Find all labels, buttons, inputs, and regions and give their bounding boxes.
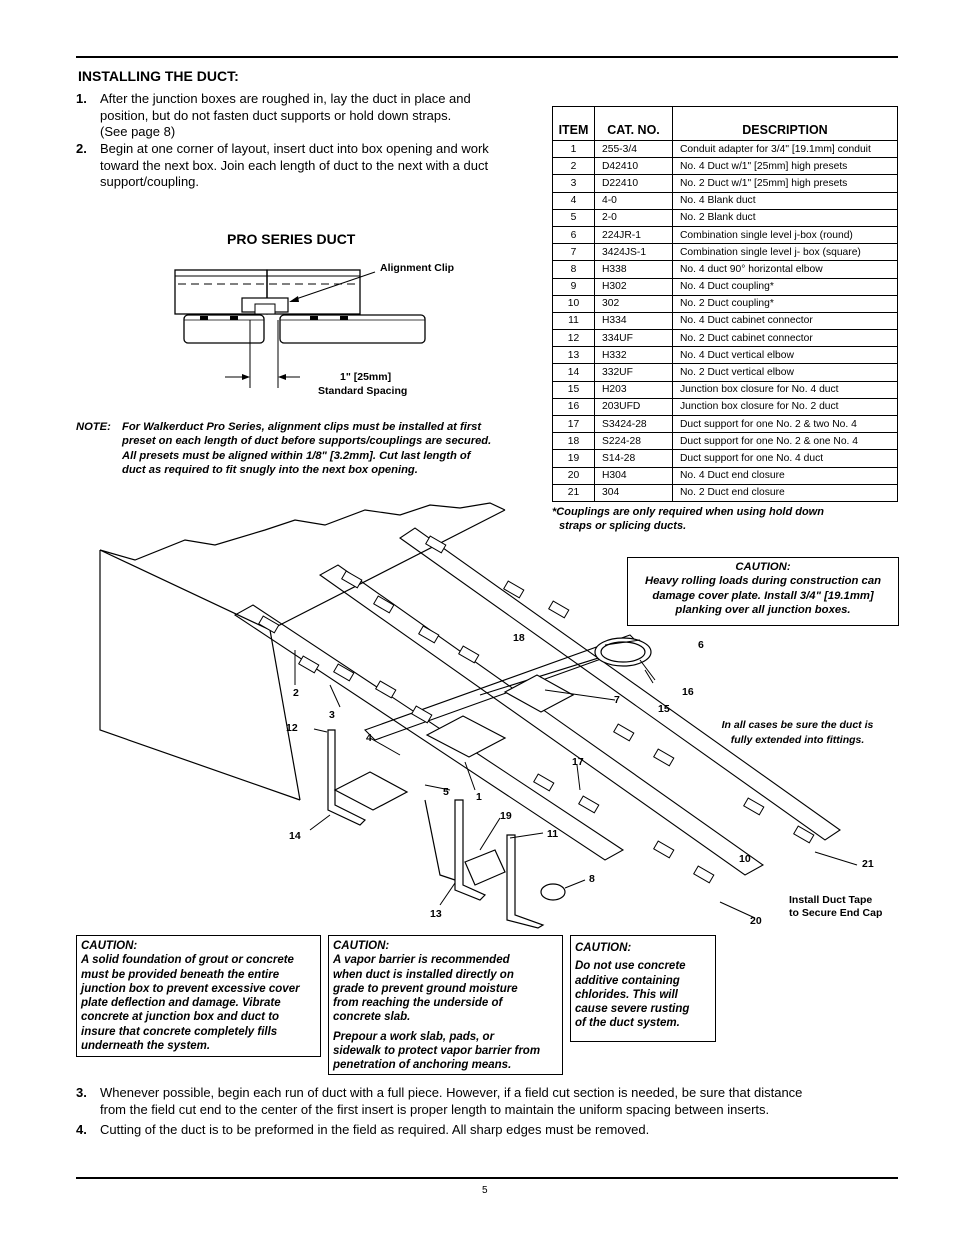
table-row — [553, 312, 898, 329]
table-row — [553, 433, 898, 450]
description-cell: No. 4 Duct cabinet connector — [673, 312, 898, 329]
callout-5: 5 — [443, 786, 449, 798]
step-number: 3. — [76, 1085, 87, 1100]
description-cell: No. 2 Duct coupling* — [673, 295, 898, 312]
note-line: preset on each length of duct before supports/couplings are secured. — [122, 435, 492, 448]
callout-14: 14 — [289, 830, 301, 842]
caution-line: cause severe rusting — [575, 1003, 690, 1016]
footnote-line2: straps or splicing ducts. — [559, 520, 687, 533]
table-row — [553, 416, 898, 433]
page-number: 5 — [482, 1185, 488, 1196]
cat-no-cell: H338 — [595, 261, 673, 278]
item-cell: 9 — [553, 278, 595, 295]
caution-box-vapor-barrier — [328, 935, 563, 1075]
description-cell: No. 4 Blank duct — [673, 192, 898, 209]
callout-21: 21 — [862, 858, 874, 870]
item-cell: 16 — [553, 398, 595, 415]
table-row — [553, 364, 898, 381]
bottom-rule — [76, 1177, 898, 1179]
table-row — [553, 244, 898, 261]
caution-line: when duct is installed directly on — [333, 968, 514, 981]
table-row — [553, 381, 898, 398]
item-cell: 10 — [553, 295, 595, 312]
table-row — [553, 295, 898, 312]
caution-title: CAUTION: — [333, 940, 390, 952]
table-row — [553, 226, 898, 243]
callout-10: 10 — [739, 853, 751, 865]
cat-no-cell: H203 — [595, 381, 673, 398]
cat-no-cell: H302 — [595, 278, 673, 295]
item-cell: 6 — [553, 226, 595, 243]
callout-6: 6 — [698, 639, 704, 651]
table-row — [553, 278, 898, 295]
callout-8: 8 — [589, 873, 595, 885]
step-line: (See page 8) — [100, 124, 176, 139]
cat-no-cell: S14-28 — [595, 450, 673, 467]
caution-line: damage cover plate. Install 3/4" [19.1mm] — [652, 589, 874, 602]
cat-no-cell: S3424-28 — [595, 416, 673, 433]
cat-no-cell: D22410 — [595, 175, 673, 192]
fittings-note-line1: In all cases be sure the duct is — [721, 719, 874, 731]
step-line: position, but do not fasten duct supports or hold down straps. — [100, 107, 452, 123]
table-row — [553, 261, 898, 278]
cat-no-cell: D42410 — [595, 158, 673, 175]
caution-line: from reaching the underside of — [333, 997, 503, 1010]
cat-no-cell: H334 — [595, 312, 673, 329]
column-header-item: ITEM — [553, 107, 595, 141]
table-row — [553, 484, 898, 501]
duct-tape-line2: to Secure End Cap — [789, 906, 883, 919]
callout-2: 2 — [293, 687, 299, 699]
table-row — [553, 450, 898, 467]
caution-line: A vapor barrier is recommended — [333, 954, 510, 967]
parts-table-body — [553, 141, 898, 502]
description-cell: No. 4 duct 90° horizontal elbow — [673, 261, 898, 278]
caution-line: Heavy rolling loads during construction can — [644, 575, 882, 588]
fittings-note-line2: fully extended into fittings. — [730, 733, 865, 746]
caution-box-foundation — [76, 935, 321, 1057]
description-cell: Duct support for one No. 2 & two No. 4 — [673, 416, 898, 433]
step-line: Begin at one corner of layout, insert duct into box opening and work — [100, 141, 489, 156]
table-row — [553, 141, 898, 158]
note-line: All presets must be aligned within 1/8" [3.2mm]. Cut last length of — [122, 449, 471, 462]
note-text — [122, 420, 552, 477]
caution-line: must be provided beneath the entire — [81, 968, 280, 981]
footnote-line1: *Couplings are only required when using hold down — [552, 506, 824, 518]
cat-no-cell: 3424JS-1 — [595, 244, 673, 261]
cat-no-cell: 224JR-1 — [595, 226, 673, 243]
caution-line: junction box to prevent excessive cover — [81, 982, 300, 995]
item-cell: 4 — [553, 192, 595, 209]
cat-no-cell: 302 — [595, 295, 673, 312]
callout-3: 3 — [329, 709, 335, 721]
item-cell: 2 — [553, 158, 595, 175]
caution-line: planking over all junction boxes. — [675, 603, 851, 616]
item-cell: 15 — [553, 381, 595, 398]
cat-no-cell: H332 — [595, 347, 673, 364]
note-line: duct as required to fit snugly into the next box opening. — [122, 463, 418, 476]
callout-11: 11 — [547, 828, 559, 840]
parts-table — [552, 106, 898, 502]
table-row — [553, 175, 898, 192]
cat-no-cell: H304 — [595, 467, 673, 484]
table-row — [553, 347, 898, 364]
note-label: NOTE: — [76, 421, 111, 433]
item-cell: 20 — [553, 467, 595, 484]
description-cell: No. 2 Blank duct — [673, 209, 898, 226]
top-rule — [76, 56, 898, 58]
callout-20: 20 — [750, 915, 762, 927]
callout-7: 7 — [614, 694, 620, 706]
callout-15: 15 — [658, 703, 670, 715]
section-title: INSTALLING THE DUCT: — [78, 68, 239, 84]
description-cell: Conduit adapter for 3/4" [19.1mm] conduit — [673, 141, 898, 158]
description-cell: Junction box closure for No. 4 duct — [673, 381, 898, 398]
table-row — [553, 467, 898, 484]
cat-no-cell: 4-0 — [595, 192, 673, 209]
item-cell: 12 — [553, 330, 595, 347]
table-row — [553, 330, 898, 347]
cat-no-cell: 332UF — [595, 364, 673, 381]
duct-tape-line1: Install Duct Tape — [789, 894, 873, 906]
callout-13: 13 — [430, 908, 442, 920]
caution-line: chlorides. This will — [575, 988, 678, 1001]
table-row — [553, 398, 898, 415]
item-cell: 14 — [553, 364, 595, 381]
caution-line: A solid foundation of grout or concrete — [81, 954, 294, 967]
description-cell: No. 2 Duct end closure — [673, 484, 898, 501]
step-number: 2. — [76, 141, 87, 156]
step-line: After the junction boxes are roughed in, lay the duct in place and — [100, 91, 471, 106]
table-row — [553, 192, 898, 209]
cat-no-cell: 255-3/4 — [595, 141, 673, 158]
cat-no-cell: 2-0 — [595, 209, 673, 226]
item-cell: 19 — [553, 450, 595, 467]
callout-19: 19 — [500, 810, 512, 822]
item-cell: 18 — [553, 433, 595, 450]
description-cell: No. 4 Duct vertical elbow — [673, 347, 898, 364]
spacing-label-line1: 1" [25mm] — [340, 371, 392, 383]
caution-line: grade to prevent ground moisture — [333, 982, 518, 995]
pro-series-duct-drawing — [170, 260, 440, 400]
caution-line: insure that concrete completely fills — [81, 1025, 278, 1038]
caution-line: Prepour a work slab, pads, or — [333, 1030, 495, 1043]
callout-1: 1 — [476, 791, 482, 803]
step-line: from the field cut end to the center of the first insert is proper length to maintain the uniform spacing between inserts. — [100, 1101, 770, 1117]
fittings-note — [700, 718, 895, 747]
step-line: Cutting of the duct is to be preformed in the field as required. All sharp edges must be removed. — [100, 1122, 650, 1137]
caution-line: concrete slab. — [333, 1011, 411, 1024]
step-line: Whenever possible, begin each run of duct with a full piece. However, if a field cut section is needed, be sure that distance — [100, 1085, 803, 1100]
item-cell: 11 — [553, 312, 595, 329]
item-cell: 7 — [553, 244, 595, 261]
alignment-clip-label: Alignment Clip — [380, 262, 455, 274]
cat-no-cell: 203UFD — [595, 398, 673, 415]
table-row — [553, 158, 898, 175]
cat-no-cell: S224-28 — [595, 433, 673, 450]
caution-line: additive containing — [575, 974, 680, 987]
item-cell: 5 — [553, 209, 595, 226]
item-cell: 8 — [553, 261, 595, 278]
step-number: 4. — [76, 1122, 87, 1137]
cat-no-cell: 304 — [595, 484, 673, 501]
description-cell: No. 2 Duct cabinet connector — [673, 330, 898, 347]
callout-17: 17 — [572, 756, 584, 768]
description-cell: No. 4 Duct w/1" [25mm] high presets — [673, 158, 898, 175]
caution-line: plate deflection and damage. Vibrate — [81, 997, 281, 1010]
duct-tape-note — [789, 894, 882, 919]
item-cell: 3 — [553, 175, 595, 192]
description-cell: No. 4 Duct coupling* — [673, 278, 898, 295]
description-cell: No. 2 Duct vertical elbow — [673, 364, 898, 381]
callout-12: 12 — [286, 722, 298, 734]
caution-title: CAUTION: — [575, 942, 632, 954]
item-cell: 17 — [553, 416, 595, 433]
caution-line: underneath the system. — [81, 1040, 211, 1053]
item-cell: 21 — [553, 484, 595, 501]
table-row — [553, 209, 898, 226]
step-number: 1. — [76, 91, 87, 106]
caution-line: of the duct system. — [575, 1017, 680, 1030]
pro-series-title: PRO SERIES DUCT — [227, 231, 356, 247]
spacing-label-line2: Standard Spacing — [318, 385, 408, 397]
callout-16: 16 — [682, 686, 694, 698]
step-line: support/coupling. — [100, 174, 200, 189]
planking-caution-box — [627, 557, 899, 626]
description-cell: Duct support for one No. 2 & one No. 4 — [673, 433, 898, 450]
item-cell: 13 — [553, 347, 595, 364]
item-cell: 1 — [553, 141, 595, 158]
column-header-description: DESCRIPTION — [673, 107, 898, 141]
caution-line: Do not use concrete — [575, 960, 686, 973]
description-cell: No. 2 Duct w/1" [25mm] high presets — [673, 175, 898, 192]
caution-line: penetration of anchoring means. — [333, 1059, 512, 1072]
caution-line: sidewalk to protect vapor barrier from — [333, 1045, 541, 1058]
caution-title: CAUTION: — [81, 940, 138, 952]
column-header-cat-no: CAT. NO. — [595, 107, 673, 141]
table-header-row — [553, 107, 898, 141]
description-cell: No. 4 Duct end closure — [673, 467, 898, 484]
description-cell: Combination single level j- box (square) — [673, 244, 898, 261]
callout-18: 18 — [513, 632, 525, 644]
description-cell: Junction box closure for No. 2 duct — [673, 398, 898, 415]
note-line: For Walkerduct Pro Series, alignment clips must be installed at first — [122, 421, 482, 433]
cat-no-cell: 334UF — [595, 330, 673, 347]
description-cell: Duct support for one No. 4 duct — [673, 450, 898, 467]
caution-line: concrete at junction box and duct to — [81, 1011, 280, 1024]
caution-box-chlorides — [570, 935, 716, 1042]
callout-4: 4 — [366, 732, 372, 744]
description-cell: Combination single level j-box (round) — [673, 226, 898, 243]
step-line: toward the next box. Join each length of duct to the next with a duct — [100, 157, 489, 173]
caution-title: CAUTION: — [735, 561, 791, 573]
